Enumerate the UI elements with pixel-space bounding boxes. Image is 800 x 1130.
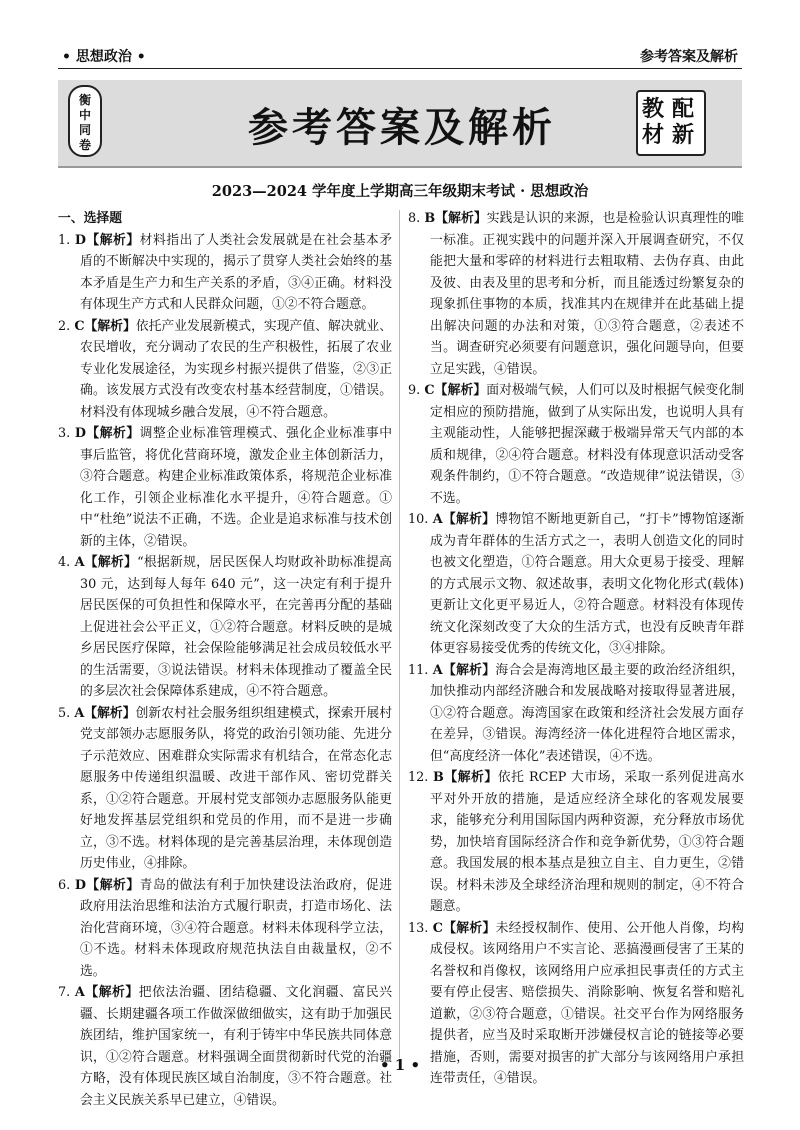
answer-number: 9. bbox=[408, 383, 421, 398]
answer-item bbox=[408, 208, 744, 380]
answers-column-left bbox=[58, 208, 392, 1111]
answer-explanation: 面对极端气候，人们可以及时根据气候变化制定相应的预防措施，做到了从实际出发，也说明人具有主观能动性，人能够把握深藏于极端异常天气内部的本质和规律，②④符合题意。材料没有体现意识活动受客观条件制约，①不符合题意。“改造规律”说法错误，③不选。 bbox=[430, 383, 745, 506]
answer-key: B【解析】 bbox=[432, 770, 498, 785]
answer-explanation: 海合会是海湾地区最主要的政治经济组织，加快推动内部经济融合和发展战略对接取得显著进展，①②符合题意。海湾国家在政策和经济社会发展方面存在差异，③错误。海湾经济一体化进程符合地区需求，但“高度经济一体化”表述错误，④不选。 bbox=[430, 662, 744, 764]
answer-key: A【解析】 bbox=[74, 555, 138, 570]
answer-item bbox=[58, 552, 392, 703]
answer-explanation: 材料指出了人类社会发展就是在社会基本矛盾的不断解决中实现的，揭示了贯穿人类社会始终的基本矛盾是生产力和生产关系的矛盾，③④正确。材料没有体现生产方式和人民群众问题，①②不符合题意。 bbox=[80, 232, 392, 312]
answer-item bbox=[408, 509, 744, 660]
page-title: 参考答案及解析 bbox=[248, 105, 556, 151]
answer-explanation: 依托产业发展新模式，实现产值、解决就业、农民增收，充分调动了农民的生产积极性，拓展了农业专业化发展途径，为实现乡村振兴提供了借鉴，②③正确。该发展方式没有改变农村基本经营制度，①错误。材料没有体现城乡融合发展，④不符合题意。 bbox=[80, 318, 392, 420]
answer-key: D【解析】 bbox=[74, 426, 140, 441]
answer-item bbox=[408, 380, 744, 509]
svg-text:同: 同 bbox=[78, 123, 92, 137]
answer-number: 11. bbox=[408, 662, 429, 678]
answer-number: 8. bbox=[408, 211, 421, 226]
answer-key: A【解析】 bbox=[432, 512, 496, 527]
answer-explanation: 未经授权制作、使用、公开他人肖像，均构成侵权。该网络用户不实言论、恶搞漫画侵害了王某的名誉权和肖像权，该网络用户应承担民事责任的方式主要有停止侵害、赔偿损失、消除影响、恢复名誉和赔礼道歉，②③符合题意，①错误。社交平台作为网络服务提供者，应当及时采取断开涉嫌侵权言论的链接等必要措施，否则，需要对损害的扩大部分与该网络用户承担连带责任，④错误。 bbox=[430, 920, 745, 1086]
answer-item bbox=[58, 875, 392, 983]
title-banner bbox=[58, 80, 742, 168]
header-subject: • 思想政治 • bbox=[62, 49, 146, 65]
seal-char: 新 bbox=[672, 122, 695, 148]
running-header bbox=[58, 44, 742, 69]
answer-item bbox=[58, 230, 392, 316]
seal-logo-right bbox=[636, 90, 706, 156]
answer-item bbox=[58, 982, 392, 1111]
answer-key: D【解析】 bbox=[74, 877, 140, 893]
seal-char: 教 bbox=[642, 96, 665, 122]
answer-number: 4. bbox=[58, 555, 71, 570]
answer-key: A【解析】 bbox=[74, 985, 139, 1000]
answer-key: A【解析】 bbox=[432, 662, 496, 678]
answer-item bbox=[58, 703, 392, 875]
column-divider bbox=[399, 210, 400, 1058]
answer-item bbox=[58, 423, 392, 552]
answer-number: 12. bbox=[408, 770, 429, 785]
answer-key: C【解析】 bbox=[432, 920, 496, 936]
answer-key: D【解析】 bbox=[74, 232, 140, 248]
svg-text:衡: 衡 bbox=[78, 93, 92, 107]
answer-explanation: 实践是认识的来源，也是检验认识真理性的唯一标准。正视实践中的问题并深入开展调查研究，不仅能把大量和零碎的材料进行去粗取精、去伪存真、由此及彼、由表及里的思考和分析，而且能透过纷繁复杂的现象抓住事物的本质，找准其内在规律并在此基础上提出解决问题的办法和对策，①③符合题意，②表述不当。调查研究必须要有问题意识，强化问题导向，但要立足实践，④错误。 bbox=[430, 211, 744, 377]
section-heading: 一、选择题 bbox=[58, 211, 122, 226]
answer-number: 10. bbox=[408, 512, 429, 527]
answer-number: 3. bbox=[58, 426, 71, 441]
exam-title: 2023—2024 学年度上学期高三年级期末考试 · 思想政治 bbox=[211, 183, 589, 200]
svg-text:卷: 卷 bbox=[78, 138, 92, 152]
answer-number: 2. bbox=[58, 318, 71, 334]
page-number: • 1 • bbox=[379, 1056, 421, 1074]
answer-explanation: 创新农村社会服务组织组建模式，探索开展村党支部领办志愿服务队，将党的政治引领功能、先进分子示范效应、困难群众实际需求有机结合，在常态化志愿服务中传递组织温暖、改进干部作风、密切党群关系，①②符合题意。开展村党支部领办志愿服务队能更好地发挥基层党组织和党员的作用，而不是进一步确立，③不选。材料体现的是完善基层治理，未体现创造历史伟业，④排除。 bbox=[80, 705, 392, 871]
answer-key: C【解析】 bbox=[74, 318, 136, 334]
answer-item bbox=[408, 660, 744, 768]
answer-key: C【解析】 bbox=[424, 383, 487, 398]
answer-number: 1. bbox=[58, 232, 71, 248]
answer-explanation: 把依法治疆、团结稳疆、文化润疆、富民兴疆、长期建疆各项工作做深做细做实，这有助于加强民族团结，维护国家统一，有利于铸牢中华民族共同体意识，①②符合题意。材料强调全面贯彻新时代党的治疆方略，没有体现民族区域自治制度，③不符合题意。社会主义民族关系早已建立，④错误。 bbox=[80, 985, 393, 1108]
answer-explanation: 调整企业标准管理模式、强化企业标准事中事后监管，将优化营商环境，激发企业主体创新活力，③符合题意。构建企业标准政策体系，将规范企业标准化工作，引领企业标准化水平提升，④符合题意。①中“杜绝”说法不正确，不选。企业是追求标准与技术创新的主体，②错误。 bbox=[80, 426, 392, 549]
answer-item bbox=[408, 767, 744, 918]
seal-char: 材 bbox=[642, 122, 665, 148]
seal-logo-left bbox=[64, 84, 106, 162]
answer-explanation: 依托 RCEP 大市场，采取一系列促进高水平对外开放的措施，是适应经济全球化的客观发展要求，能够充分利用国际国内两种资源，充分释放市场优势，加快培育国际经济合作和竞争新优势，①③符合题意。我国发展的根本基点是独立自主、自力更生，②错误。材料未涉及全球经济治理和规则的制定，④不符合题意。 bbox=[430, 770, 744, 914]
answers-column-right bbox=[408, 208, 744, 1090]
answer-number: 13. bbox=[408, 920, 429, 936]
answer-explanation: 博物馆不断地更新自己，“打卡”博物馆逐渐成为青年群体的生活方式之一，表明人创造文化的同时也被文化塑造，①符合题意。用大众更易于接受、理解的方式展示文物、叙述故事，表明文化物化形式(载体)更新让文化更平易近人，②符合题意。材料没有体现传统文化深刻改变了大众的生活方式，也没有反映青年群体更容易接受优秀的传统文化，③④排除。 bbox=[430, 512, 744, 656]
answer-number: 5. bbox=[58, 705, 71, 721]
answer-item bbox=[58, 316, 392, 424]
answer-key: B【解析】 bbox=[424, 211, 487, 226]
answer-number: 6. bbox=[58, 877, 71, 893]
answer-number: 7. bbox=[58, 985, 71, 1000]
seal-char: 配 bbox=[672, 96, 695, 122]
answer-key: A【解析】 bbox=[74, 705, 136, 721]
svg-text:中: 中 bbox=[78, 108, 92, 122]
answer-explanation: “根据新规，居民医保人均财政补助标准提高 30 元，达到每人每年 640 元”，这一决定有利于提升居民医保的可负担性和保障水平，在完善再分配的基础上促进社会公平正义，①②符合题意。材料反映的是城乡居民医疗保障，社会保险能够满足社会成员较低水平的生活需要，③说法错误。材料未体现推动了覆盖全民的多层次社会保障体系建成，④不符合题意。 bbox=[80, 555, 392, 699]
header-doc-type: 参考答案及解析 bbox=[640, 49, 738, 65]
answer-explanation: 青岛的做法有利于加快建设法治政府，促进政府用法治思维和法治方式履行职责，打造市场化、法治化营商环境，③④符合题意。材料未体现科学立法，①不选。材料未体现政府规范执法自由裁量权，②不选。 bbox=[80, 877, 392, 979]
